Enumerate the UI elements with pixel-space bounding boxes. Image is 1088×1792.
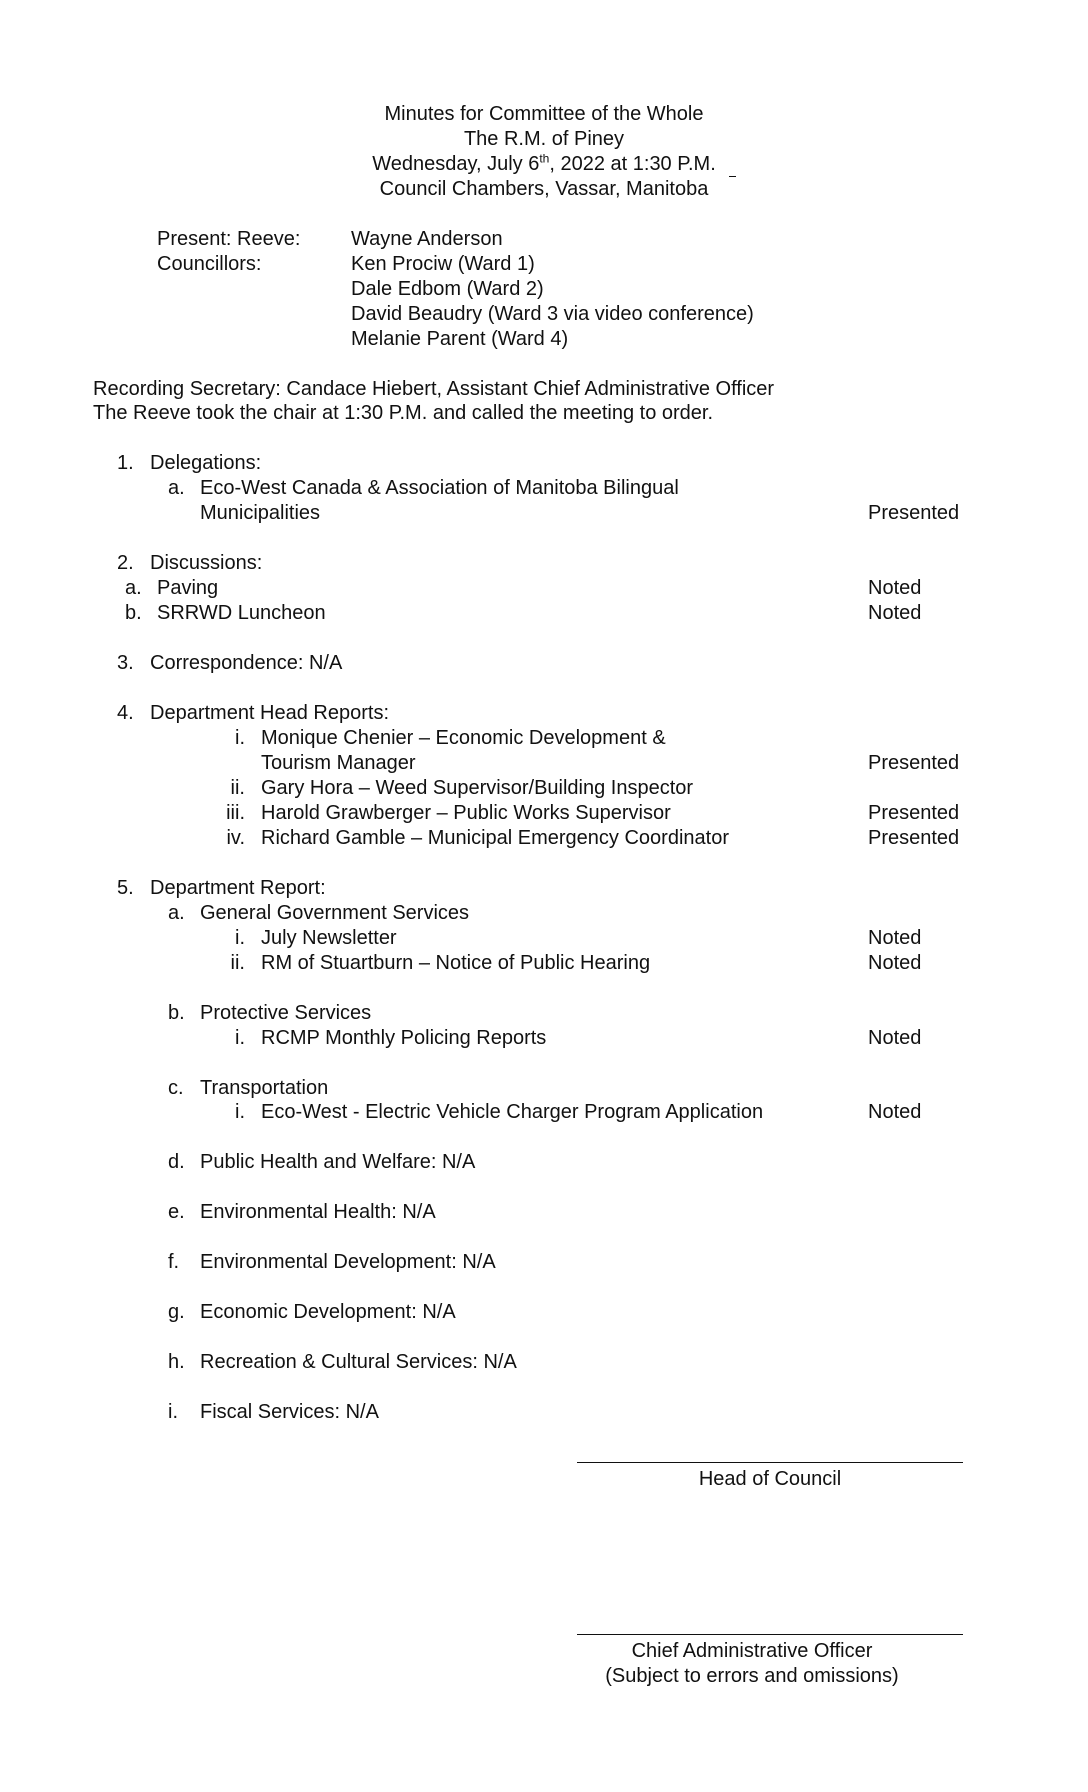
section-5-title: Department Report: [150, 877, 326, 899]
cao-label: Chief Administrative Officer [631, 1640, 873, 1662]
section-5c-i-text: Eco-West - Electric Vehicle Charger Program Application [261, 1101, 764, 1123]
section-4-iii-text: Harold Grawberger – Public Works Supervisor [261, 802, 671, 824]
section-5b-i-num: i. [235, 1027, 245, 1049]
section-5a-letter: a. [168, 902, 185, 924]
section-1a-status: Presented [868, 502, 960, 524]
meeting-date [0, 152, 1088, 177]
councillors-label: Councillors: [157, 253, 262, 275]
section-5h-title: Recreation & Cultural Services: N/A [200, 1351, 517, 1373]
councillor-1: Ken Prociw (Ward 1) [351, 253, 535, 275]
section-1a-letter: a. [168, 477, 185, 499]
head-of-council-label: Head of Council [698, 1468, 842, 1490]
section-4-i-status: Presented [868, 752, 960, 774]
meeting-date-pre: Wednesday, July 6 [372, 153, 540, 175]
section-4-iv-text: Richard Gamble – Municipal Emergency Coordinator [261, 827, 729, 849]
section-5b-i-status: Noted [868, 1027, 922, 1049]
errors-disclaimer: (Subject to errors and omissions) [605, 1665, 899, 1687]
section-1-number: 1. [117, 452, 134, 474]
section-5a-i-num: i. [235, 927, 245, 949]
section-4-iii-num: iii. [226, 802, 245, 824]
section-5d-title: Public Health and Welfare: N/A [200, 1151, 476, 1173]
section-1a-text-line1: Eco-West Canada & Association of Manitoba Bilingual [200, 477, 679, 499]
section-5i-letter: i. [168, 1401, 178, 1423]
section-5c-i-status: Noted [868, 1101, 922, 1123]
section-2a-status: Noted [868, 577, 922, 599]
section-2a-letter: a. [125, 577, 142, 599]
section-4-number: 4. [117, 702, 134, 724]
section-2-title: Discussions: [150, 552, 263, 574]
section-5g-title: Economic Development: N/A [200, 1301, 456, 1323]
section-2b-letter: b. [125, 602, 142, 624]
section-5b-letter: b. [168, 1002, 185, 1024]
section-5a-i-status: Noted [868, 927, 922, 949]
section-2-number: 2. [117, 552, 134, 574]
section-5e-title: Environmental Health: N/A [200, 1201, 436, 1223]
section-5f-letter: f. [168, 1251, 180, 1273]
section-5a-ii-num: ii. [230, 952, 245, 974]
section-5c-letter: c. [168, 1077, 184, 1099]
section-5i-title: Fiscal Services: N/A [200, 1401, 379, 1423]
section-3-number: 3. [117, 652, 134, 674]
section-5b-title: Protective Services [200, 1002, 372, 1024]
section-5f-title: Environmental Development: N/A [200, 1251, 496, 1273]
reeve-name: Wayne Anderson [351, 228, 503, 250]
councillor-3: David Beaudry (Ward 3 via video conference) [351, 303, 754, 325]
councillor-2: Dale Edbom (Ward 2) [351, 278, 544, 300]
section-4-iv-num: iv. [226, 827, 245, 849]
section-3-title: Correspondence: N/A [150, 652, 343, 674]
section-4-title: Department Head Reports: [150, 702, 390, 724]
section-5-number: 5. [117, 877, 134, 899]
head-of-council-signature-line [577, 1462, 963, 1463]
section-5g-letter: g. [168, 1301, 185, 1323]
section-4-ii-num: ii. [230, 777, 245, 799]
section-4-iv-status: Presented [868, 827, 960, 849]
section-5d-letter: d. [168, 1151, 185, 1173]
section-4-iii-status: Presented [868, 802, 960, 824]
section-5c-i-num: i. [235, 1101, 245, 1123]
cao-signature-line [577, 1634, 963, 1635]
section-5b-i-text: RCMP Monthly Policing Reports [261, 1027, 547, 1049]
section-4-i-line2: Tourism Manager [261, 752, 416, 774]
section-5a-i-text: July Newsletter [261, 927, 397, 949]
call-to-order: The Reeve took the chair at 1:30 P.M. and called the meeting to order. [93, 402, 714, 424]
document-title: Minutes for Committee of the Whole [384, 103, 704, 125]
recording-secretary: Recording Secretary: Candace Hiebert, Assistant Chief Administrative Officer [93, 378, 775, 400]
section-5h-letter: h. [168, 1351, 185, 1373]
councillor-4: Melanie Parent (Ward 4) [351, 328, 569, 350]
municipality-name: The R.M. of Piney [463, 128, 625, 150]
section-5a-title: General Government Services [200, 902, 470, 924]
reeve-label: Present: Reeve: [157, 228, 301, 250]
section-1-title: Delegations: [150, 452, 262, 474]
meeting-date-post: , 2022 at 1:30 P.M. [549, 153, 716, 175]
section-5c-title: Transportation [200, 1077, 329, 1099]
section-5a-ii-text: RM of Stuartburn – Notice of Public Hearing [261, 952, 651, 974]
section-2a-text: Paving [157, 577, 219, 599]
section-4-i-num: i. [235, 727, 245, 749]
meeting-date-sup: th [539, 151, 550, 166]
section-5a-ii-status: Noted [868, 952, 922, 974]
section-5e-letter: e. [168, 1201, 185, 1223]
section-1a-text-line2: Municipalities [200, 502, 321, 524]
section-4-ii-text: Gary Hora – Weed Supervisor/Building Inspector [261, 777, 694, 799]
section-4-i-line1: Monique Chenier – Economic Development & [261, 727, 666, 749]
section-2b-status: Noted [868, 602, 922, 624]
meeting-location: Council Chambers, Vassar, Manitoba [379, 178, 709, 200]
section-2b-text: SRRWD Luncheon [157, 602, 326, 624]
